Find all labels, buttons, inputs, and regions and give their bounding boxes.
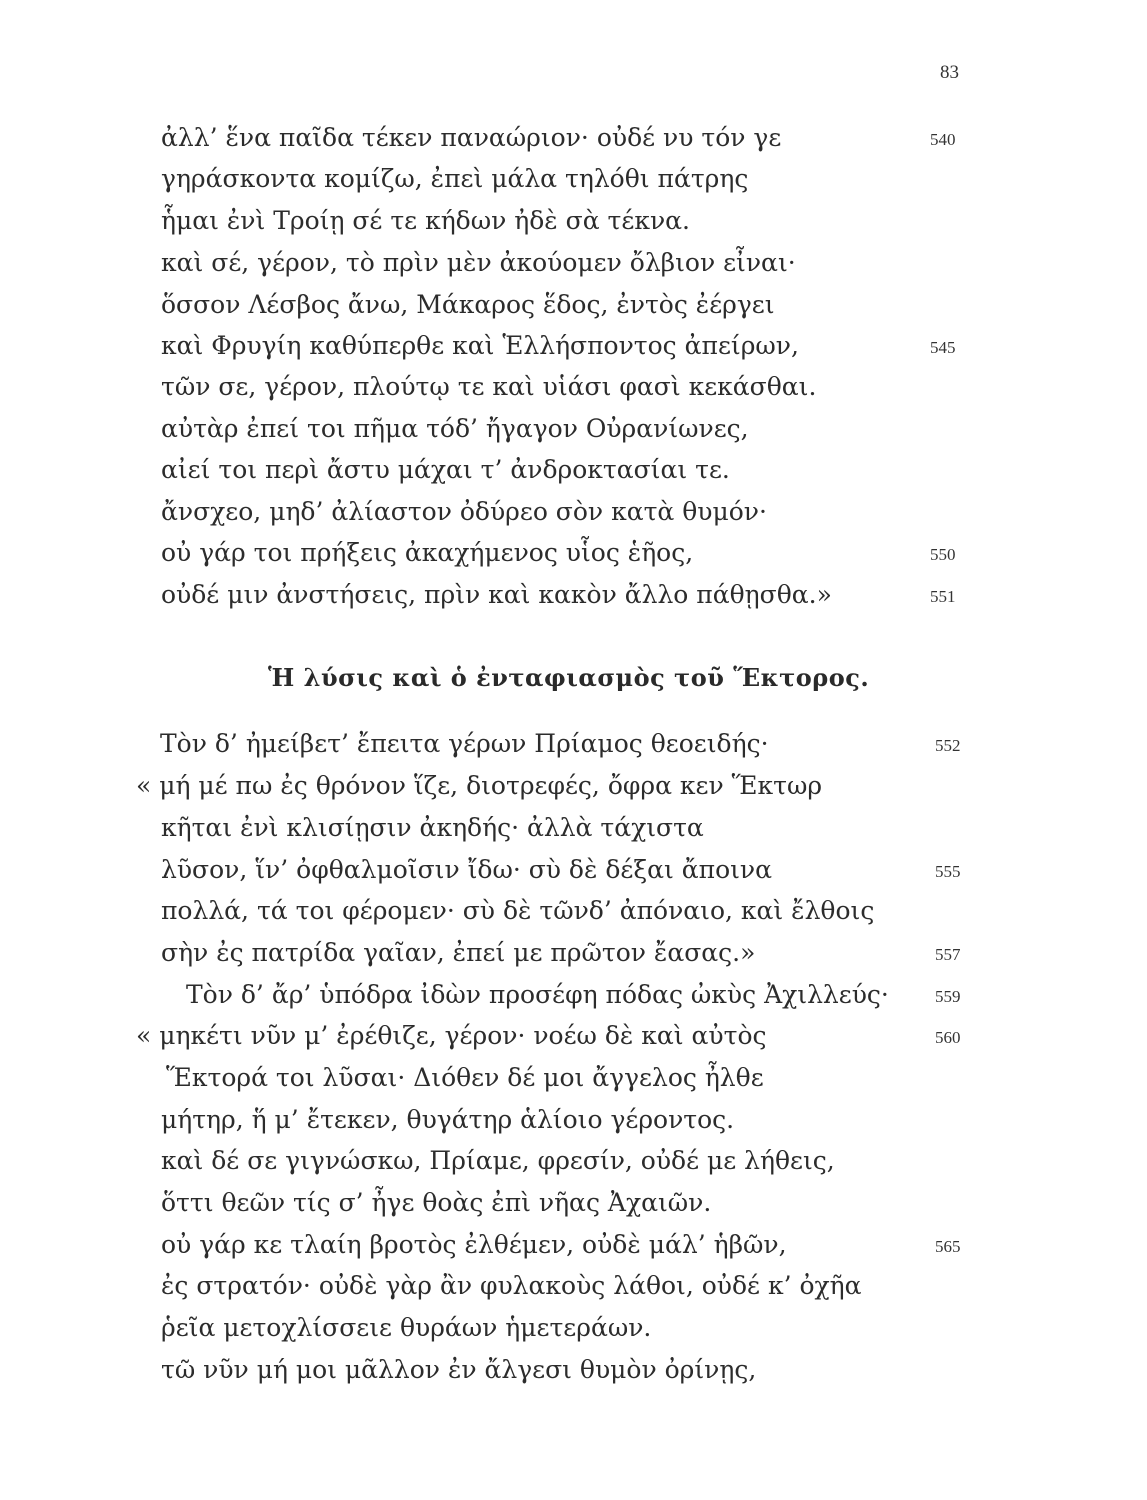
verse-line: πολλά, τά τοι φέρομεν· σὺ δὲ τῶνδ’ ἀπόναιο, καὶ ἔλθοις <box>161 896 875 925</box>
verse-line: μήτηρ, ἥ μ’ ἔτεκεν, θυγάτηρ ἁλίοιο γέροντος. <box>161 1105 735 1134</box>
verse-line: αἰεί τοι περὶ ἄστυ μάχαι τ’ ἀνδροκτασίαι τε. <box>161 455 730 484</box>
line-number: 565 <box>935 1237 961 1256</box>
verse-line: ὅττι θεῶν τίς σ’ ἦγε θοὰς ἐπὶ νῆας Ἀχαιῶν. <box>161 1188 712 1217</box>
verse-line: Τὸν δ’ ἄρ’ ὑπόδρα ἰδὼν προσέφη πόδας ὠκὺς Ἀχιλλεύς· <box>186 980 889 1009</box>
line-number: 559 <box>935 987 961 1006</box>
verse-line: οὐ γάρ κε τλαίη βροτὸς ἐλθέμεν, οὐδὲ μάλ’ ἡβῶν, <box>161 1230 787 1259</box>
verse-line: κῆται ἐνὶ κλισίῃσιν ἀκηδής· ἀλλὰ τάχιστα <box>161 813 704 842</box>
verse-line: τῶν σε, γέρον, πλούτῳ τε καὶ υἱάσι φασὶ κεκάσθαι. <box>161 372 817 401</box>
verse-line: καὶ σέ, γέρον, τὸ πρὶν μὲν ἀκούομεν ὄλβιον εἶναι· <box>161 248 796 277</box>
verse-line: ὅσσον Λέσβος ἄνω, Μάκαρος ἕδος, ἐντὸς ἐέργει <box>161 290 775 319</box>
verse-line: αὐτὰρ ἐπεί τοι πῆμα τόδ’ ἤγαγον Οὐρανίωνες, <box>161 414 749 443</box>
section-heading: Ἡ λύσις καὶ ὁ ἐνταφιασμὸς τοῦ Ἕκτορος. <box>268 663 870 692</box>
verse-line: οὐ γάρ τοι πρήξεις ἀκαχήμενος υἷος ἑῆος, <box>161 538 694 567</box>
page-number: 83 <box>940 62 959 83</box>
line-number: 540 <box>930 130 956 149</box>
verse-line: ἀλλ’ ἕνα παῖδα τέκεν παναώριον· οὐδέ νυ τόν γε <box>161 123 782 152</box>
line-number: 557 <box>935 945 961 964</box>
verse-line: « μή μέ πω ἐς θρόνον ἵζε, διοτρεφές, ὄφρα κεν Ἕκτωρ <box>136 771 823 800</box>
line-number: 555 <box>935 862 961 881</box>
verse-line: ἧμαι ἐνὶ Τροίῃ σέ τε κήδων ἠδὲ σὰ τέκνα. <box>161 206 690 235</box>
verse-line: καὶ Φρυγίη καθύπερθε καὶ Ἑλλήσποντος ἀπείρων, <box>161 331 799 360</box>
verse-line: ἐς στρατόν· οὐδὲ γὰρ ἂν φυλακοὺς λάθοι, οὐδέ κ’ ὀχῆα <box>161 1271 862 1300</box>
verse-line: Τὸν δ’ ἠμείβετ’ ἔπειτα γέρων Πρίαμος θεοειδής· <box>160 729 769 758</box>
verse-line: ῥεῖα μετοχλίσσειε θυράων ἡμετεράων. <box>161 1313 652 1342</box>
verse-line: ἄνσχεο, μηδ’ ἀλίαστον ὀδύρεο σὸν κατὰ θυμόν· <box>161 497 767 526</box>
verse-line: « μηκέτι νῦν μ’ ἐρέθιζε, γέρον· νοέω δὲ καὶ αὐτὸς <box>136 1021 767 1050</box>
verse-line: λῦσον, ἵν’ ὀφθαλμοῖσιν ἴδω· σὺ δὲ δέξαι ἄποινα <box>161 855 772 884</box>
verse-line: Ἕκτορά τοι λῦσαι· Διόθεν δέ μοι ἄγγελος ἦλθε <box>166 1063 764 1092</box>
line-number: 560 <box>935 1028 961 1047</box>
line-number: 552 <box>935 736 961 755</box>
verse-line: οὐδέ μιν ἀνστήσεις, πρὶν καὶ κακὸν ἄλλο πάθῃσθα.» <box>161 580 832 609</box>
verse-line: γηράσκοντα κομίζω, ἐπεὶ μάλα τηλόθι πάτρης <box>161 164 749 193</box>
verse-line: τῶ νῦν μή μοι μᾶλλον ἐν ἄλγεσι θυμὸν ὀρίνῃς, <box>161 1355 757 1384</box>
line-number: 551 <box>930 587 956 606</box>
line-number: 545 <box>930 338 956 357</box>
verse-line: καὶ δέ σε γιγνώσκω, Πρίαμε, φρεσίν, οὐδέ με λήθεις, <box>161 1146 835 1175</box>
verse-line: σὴν ἐς πατρίδα γαῖαν, ἐπεί με πρῶτον ἔασας.» <box>161 938 756 967</box>
line-number: 550 <box>930 545 956 564</box>
